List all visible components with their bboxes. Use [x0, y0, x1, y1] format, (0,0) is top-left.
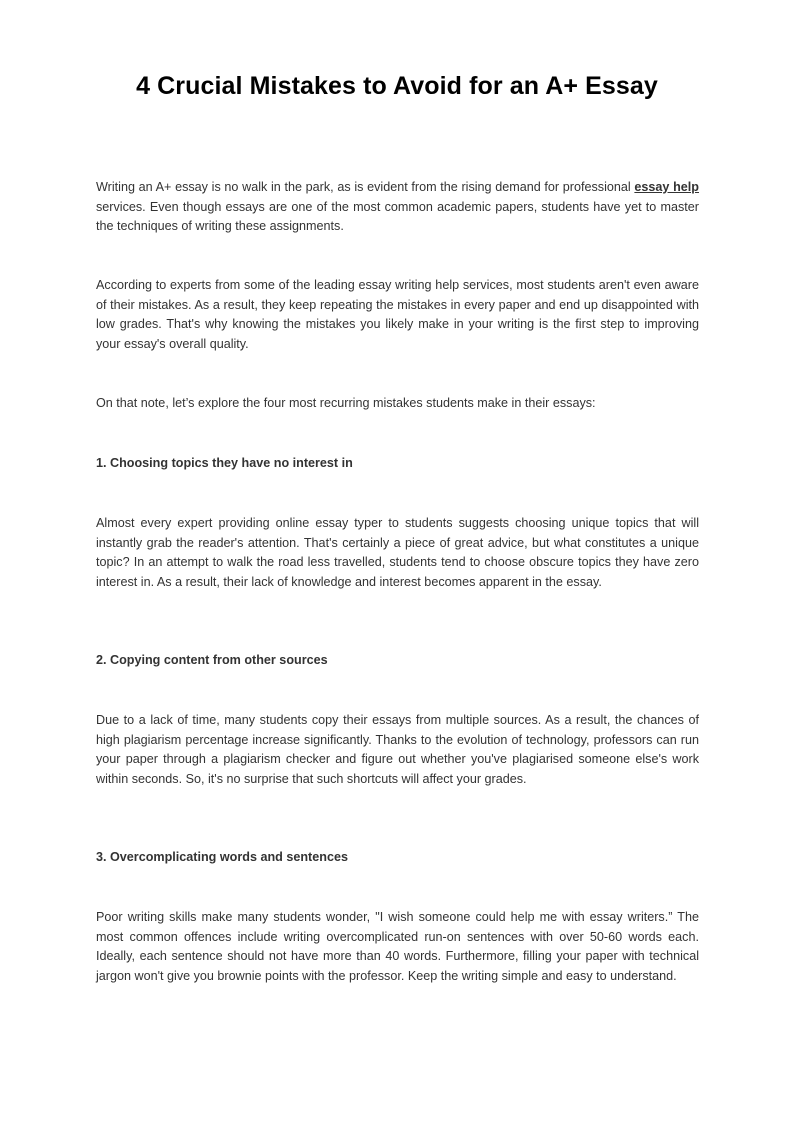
experts-paragraph: According to experts from some of the leading essay writing help services, most students aren't even aware of their mistakes. As a result, they keep repeating the mistakes in every paper and end up disappointed with low grades. That's why knowing the mistakes you likely make in your writing is the first step to improving your essay's overall quality.: [96, 278, 699, 351]
intro-text-before-link: Writing an A+ essay is no walk in the park, as is evident from the rising demand for professional: [96, 180, 635, 194]
document-title: 4 Crucial Mistakes to Avoid for an A+ Essay: [136, 72, 658, 100]
essay-help-link[interactable]: essay help: [634, 180, 699, 194]
section-heading-2: 2. Copying content from other sources: [96, 653, 328, 667]
section-body-2: Due to a lack of time, many students copy their essays from multiple sources. As a result, the chances of high plagiarism percentage increase significantly. Thanks to the evolution of technology, professors can run your paper through a plagiarism checker and figure out whether you've plagiarised someone else's work within seconds. So, it's no surprise that such shortcuts will affect your grades.: [96, 713, 699, 786]
intro-text-after-link: services. Even though essays are one of the most common academic papers, students have yet to master the techniques of writing these assignments.: [96, 199, 699, 234]
section-body-3: Poor writing skills make many students wonder, "I wish someone could help me with essay writers.” The most common offences include writing overcomplicated run-on sentences with over 50-60 words each. Ideally, each sentence should not have more than 40 words. Furthermore, filling your paper with technical jargon won't give you brownie points with the professor. Keep the writing simple and easy to understand.: [96, 910, 699, 983]
section-body-1: Almost every expert providing online essay typer to students suggests choosing unique topics that will instantly grab the reader's attention. That's certainly a piece of great advice, but what constitutes a unique topic? In an attempt to walk the road less travelled, students tend to choose obscure topics they have zero interest in. As a result, their lack of knowledge and interest becomes apparent in the essay.: [96, 516, 699, 589]
transition-paragraph: On that note, let’s explore the four most recurring mistakes students make in their essays:: [96, 396, 596, 410]
section-heading-1: 1. Choosing topics they have no interest in: [96, 456, 353, 470]
intro-paragraph: [96, 178, 699, 237]
section-heading-3: 3. Overcomplicating words and sentences: [96, 850, 348, 864]
